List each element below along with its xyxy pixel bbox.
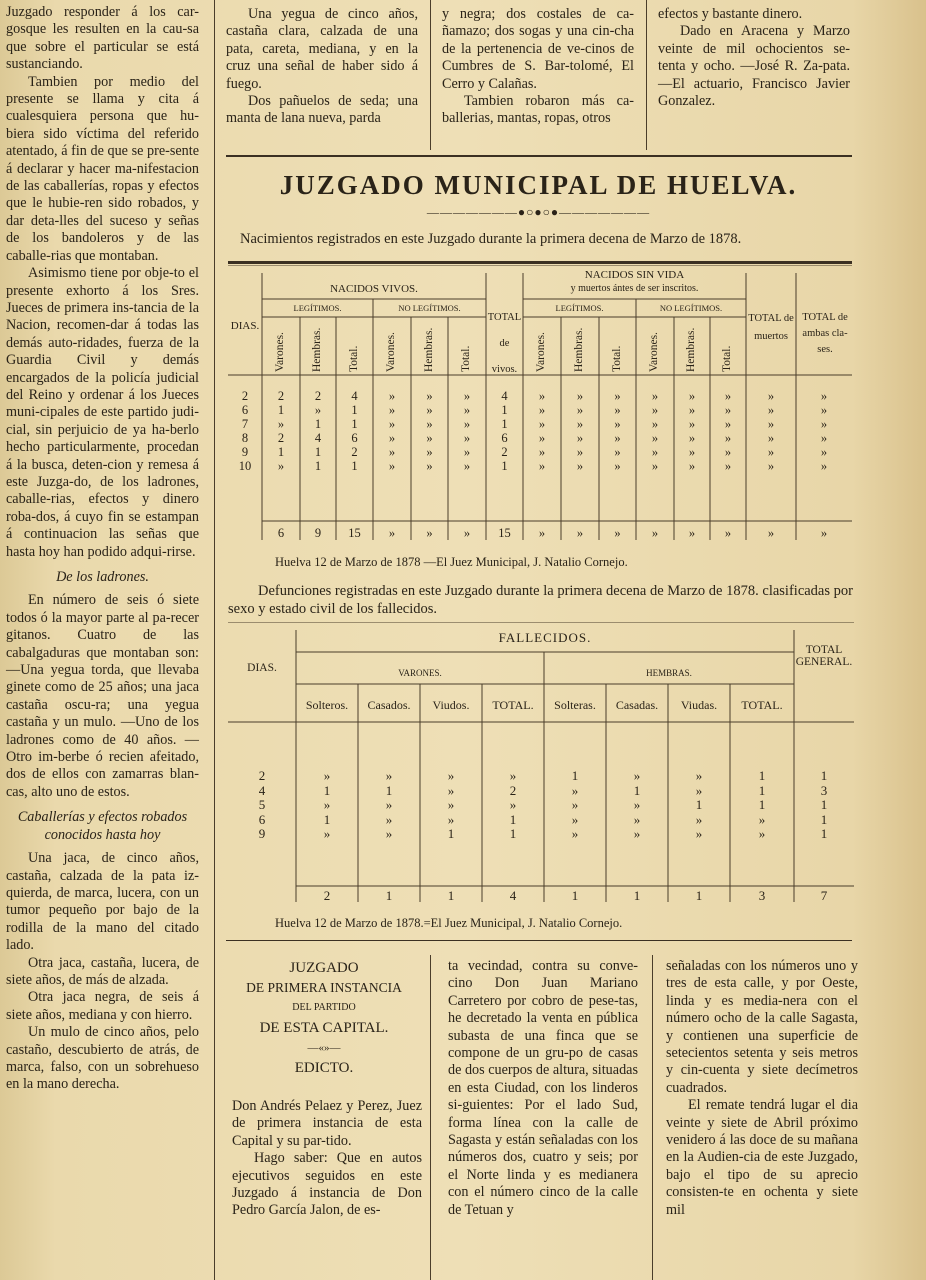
table-cell: » bbox=[767, 431, 775, 445]
table-cell: » bbox=[820, 389, 828, 403]
table-cell: 6 bbox=[258, 811, 266, 827]
col-subheader: Hembras. bbox=[311, 327, 323, 372]
edicto-title-line: DE ESTA CAPITAL. bbox=[259, 1020, 389, 1036]
table-cell: » bbox=[426, 459, 433, 473]
col-subheader: Total. bbox=[610, 345, 623, 372]
total-cell: » bbox=[538, 526, 546, 540]
deaths-signature: Huelva 12 de Marzo de 1878.=El Juez Municipal, J. Natalio Cornejo. bbox=[275, 916, 623, 930]
section-rule bbox=[226, 155, 852, 157]
col-subheader: Varones. bbox=[648, 332, 660, 372]
paragraph: efectos y bastante dinero. bbox=[658, 6, 803, 22]
paragraph: En número de seis ó siete todos ó la mayor parte al pa-recer gitanos. Cuatro de las cabalgaduras que montaban son: —Una yegua torda, que llevaba ginete como de 25 años; una jaca castaña oscu-ra; una yegua castaña y un mulo. —Uno de los ladrones como de 40 años. —Otro im-berbe ó recien afeitado, dos de ellos con zamarras blan-cas, alto uno de estos. bbox=[6, 592, 199, 800]
table-cell: 1 bbox=[501, 403, 508, 417]
paragraph: Hago saber: Que en autos ejecutivos seguidos en este Juzgado á instancia de Don Pedro García Jalon, de es- bbox=[232, 1150, 422, 1219]
table-cell: » bbox=[538, 403, 546, 417]
table-cell: » bbox=[388, 403, 396, 417]
table-cell: 3 bbox=[820, 782, 828, 798]
table-cell: » bbox=[576, 431, 584, 445]
col-header-total-muertos: TOTAL de muertos bbox=[748, 313, 794, 342]
column-divider bbox=[214, 0, 215, 1280]
table-cell: » bbox=[571, 811, 579, 827]
table-cell: 1 bbox=[509, 826, 517, 841]
table-cell: » bbox=[614, 389, 621, 403]
ornament-divider: ———————●○●○●——————— bbox=[426, 205, 651, 219]
table-cell: » bbox=[426, 389, 433, 403]
table-cell: 1 bbox=[758, 768, 766, 783]
paragraph: Tambien robaron más ca-ballerias, mantas, ropas, otros bbox=[442, 93, 634, 127]
paragraph: Don Andrés Pelaez y Perez, Juez de primera instancia de esta Capital y su par-tido. bbox=[232, 1098, 422, 1149]
table-cell: 1 bbox=[571, 768, 579, 783]
col-header-total-vivos: TOTAL de vivos. bbox=[487, 312, 522, 375]
col-subheader: Hembras. bbox=[573, 327, 585, 372]
total-cell: » bbox=[388, 526, 396, 540]
table-cell: » bbox=[724, 431, 732, 445]
col-subheader: Solteros. bbox=[305, 698, 349, 712]
total-cell: 2 bbox=[323, 888, 331, 903]
table-cell: 2 bbox=[241, 389, 249, 403]
table-cell: » bbox=[724, 417, 732, 431]
table-cell: » bbox=[651, 459, 659, 473]
table-cell: » bbox=[688, 445, 696, 459]
table-cell: » bbox=[724, 459, 732, 473]
total-cell: 9 bbox=[314, 526, 322, 540]
table-cell: » bbox=[447, 782, 455, 798]
table-cell: » bbox=[447, 811, 455, 827]
table-cell: » bbox=[509, 797, 517, 812]
paragraph: señaladas con los números uno y tres de esta calle, y por Oeste, linda y es media-nera con el número ocho de la calle Sagasta, y contienen una superficie de setecientos setenta y seis metros y cin-cuenta y siete decímetros cuadrados. bbox=[666, 958, 858, 1096]
table-cell: » bbox=[695, 811, 703, 827]
col-header-no-legitimos: NO LEGÍTIMOS. bbox=[398, 303, 461, 313]
table-cell: 1 bbox=[385, 782, 393, 798]
table-cell: 1 bbox=[323, 782, 331, 798]
table-cell: » bbox=[688, 389, 696, 403]
table-cell: 1 bbox=[277, 445, 285, 459]
table-cell: 1 bbox=[323, 811, 331, 827]
col-subheader: Hembras. bbox=[422, 327, 435, 372]
edicto-title-line: DE PRIMERA INSTANCIA bbox=[246, 980, 402, 995]
total-cell: 4 bbox=[509, 888, 517, 903]
table-cell: » bbox=[614, 403, 621, 417]
table-cell: » bbox=[688, 417, 696, 431]
table-cell: » bbox=[463, 431, 471, 445]
edicto-column-1 bbox=[232, 1098, 422, 1220]
table-cell: » bbox=[820, 417, 828, 431]
paragraph: Tambien por medio del presente se llama y cita á cualesquiera persona que hu-biera sido víctima del referido atentado, á fin de que se pre-sente á declarar y hacer ma-nifestacion de las caballerías, ropas y efectos que le hubie-ren sido robados, y dar deta-lles del suceso y señas de los bandoleros y de las caballe-rias que montaban. bbox=[6, 73, 199, 264]
total-cell: 1 bbox=[385, 888, 393, 903]
subheading: Caballerías y efectos robados conocidos hasta hoy bbox=[17, 809, 188, 843]
table-cell: » bbox=[767, 403, 775, 417]
total-cell: 1 bbox=[571, 888, 579, 903]
table-cell: 1 bbox=[501, 459, 508, 473]
table-cell: 6 bbox=[241, 403, 249, 417]
table-cell: » bbox=[820, 445, 828, 459]
table-cell: 1 bbox=[758, 782, 766, 798]
table-cell: » bbox=[758, 826, 766, 841]
column-divider bbox=[430, 0, 431, 150]
table-cell: » bbox=[538, 431, 546, 445]
table-cell: 7 bbox=[241, 417, 249, 431]
table-cell: » bbox=[385, 826, 393, 841]
total-cell: » bbox=[426, 526, 433, 540]
total-cell: » bbox=[820, 526, 828, 540]
table-cell: » bbox=[688, 403, 696, 417]
paragraph: y negra; dos costales de ca-ñamazo; dos sogas y una cin-cha de la pertenencia de ve-cinos de Cumbres de S. Bar-tolomé, El Cerro y Calañas. bbox=[442, 6, 634, 92]
total-cell: 3 bbox=[758, 888, 766, 903]
table-cell: » bbox=[463, 403, 471, 417]
col-subheader: Total. bbox=[721, 345, 733, 372]
table-cell: » bbox=[576, 389, 584, 403]
table-cell: » bbox=[538, 417, 546, 431]
table-cell: » bbox=[538, 445, 546, 459]
table-cell: » bbox=[724, 389, 732, 403]
col-header-total-ambas: TOTAL de ambas cla-ses. bbox=[802, 312, 848, 355]
table-cell: » bbox=[651, 389, 659, 403]
table-cell: » bbox=[463, 459, 471, 473]
col-subheader: Casadas. bbox=[615, 698, 659, 712]
col-subheader: Varones. bbox=[274, 332, 286, 372]
table-cell: 4 bbox=[501, 389, 508, 403]
total-cell: » bbox=[724, 526, 732, 540]
table-cell: 1 bbox=[501, 417, 508, 431]
total-cell: 15 bbox=[498, 526, 511, 540]
table-cell: » bbox=[426, 417, 433, 431]
table-cell: » bbox=[614, 417, 621, 431]
paragraph: El remate tendrá lugar el dia veinte y siete de Abril próximo venidero á las doce de su mañana en la Audien-cia de este Juzgado, bajo el tipo de su aprecio consisten-te en ochenta y siete mil bbox=[666, 1097, 858, 1218]
table-cell: » bbox=[426, 445, 433, 459]
table-cell: 2 bbox=[277, 431, 285, 445]
table-cell: 1 bbox=[509, 811, 517, 827]
col-header-vivos: NACIDOS VIVOS. bbox=[330, 283, 418, 295]
table-cell: 2 bbox=[314, 389, 322, 403]
table-cell: 4 bbox=[258, 782, 266, 798]
column-divider bbox=[430, 955, 431, 1280]
col-header-dias: DIAS. bbox=[230, 320, 260, 332]
table-cell: 1 bbox=[820, 826, 828, 841]
col-subheader: Casados. bbox=[367, 698, 411, 712]
births-signature: Huelva 12 de Marzo de 1878 —El Juez Municipal, J. Natalio Cornejo. bbox=[275, 555, 628, 569]
table-cell: » bbox=[767, 459, 775, 473]
table-cell: » bbox=[426, 403, 433, 417]
table-cell: 10 bbox=[238, 459, 252, 473]
table-cell: » bbox=[767, 417, 775, 431]
total-cell: 6 bbox=[277, 526, 285, 540]
table-cell: » bbox=[820, 431, 828, 445]
table-cell: » bbox=[571, 782, 579, 798]
table-cell: » bbox=[695, 768, 703, 783]
table-cell: » bbox=[447, 768, 455, 783]
table-cell: » bbox=[571, 826, 579, 841]
column-divider bbox=[652, 955, 653, 1280]
paragraph: Dado en Aracena y Marzo veinte de mil ochocientos se-tenta y ocho. —José R. Za-pata. —El actuario, Francisco Javier Gonzalez. bbox=[658, 23, 850, 110]
total-cell: » bbox=[614, 526, 621, 540]
table-cell: » bbox=[463, 389, 471, 403]
table-cell: 1 bbox=[820, 768, 828, 783]
col-header-total-general: TOTAL GENERAL. bbox=[795, 644, 853, 668]
total-cell: » bbox=[651, 526, 659, 540]
table-cell: » bbox=[388, 445, 396, 459]
col-header-sin-vida-sub: y muertos ántes de ser inscritos. bbox=[570, 283, 699, 294]
table-cell: » bbox=[426, 431, 433, 445]
total-cell: » bbox=[576, 526, 584, 540]
table-cell: » bbox=[576, 445, 584, 459]
table-cell: » bbox=[767, 445, 775, 459]
total-cell: 15 bbox=[348, 526, 361, 540]
table-cell: » bbox=[651, 445, 659, 459]
table-cell: » bbox=[614, 445, 621, 459]
edicto-ornament: —«»— bbox=[307, 1042, 341, 1054]
table-cell: 2 bbox=[509, 782, 517, 798]
table-cell: 1 bbox=[447, 826, 455, 841]
table-cell: » bbox=[571, 797, 579, 812]
column-top-4 bbox=[658, 6, 850, 110]
table-cell: 1 bbox=[633, 782, 641, 798]
table-cell: 9 bbox=[258, 826, 266, 841]
table-cell: » bbox=[388, 417, 396, 431]
table-cell: » bbox=[388, 431, 396, 445]
table-cell: » bbox=[724, 445, 732, 459]
total-cell: 1 bbox=[695, 888, 703, 903]
table-cell: » bbox=[820, 403, 828, 417]
table-cell: 9 bbox=[241, 445, 249, 459]
total-cell: 1 bbox=[447, 888, 455, 903]
col-header-sin-vida: NACIDOS SIN VIDA bbox=[584, 269, 685, 281]
table-cell: » bbox=[388, 459, 396, 473]
table-cell: » bbox=[314, 403, 322, 417]
col-header-legitimos: LEGÍTIMOS. bbox=[555, 303, 604, 313]
table-cell: » bbox=[463, 417, 471, 431]
total-cell: 7 bbox=[820, 888, 828, 903]
table-cell: » bbox=[277, 417, 285, 431]
total-cell: » bbox=[767, 526, 775, 540]
col-header-varones: VARONES. bbox=[398, 668, 442, 678]
paragraph: Asimismo tiene por obje-to el presente exhorto á los Sres. Jueces de primera ins-tancia de la Nacion, recomen-dar á todas las demás auto-ridades, fuerza de la Guardia Civil y demás encargados de la policía judicial del Reino y ordenar á los Jueces muni-cipales de este partido judi-cial, sin perjuicio de ya ha-berlo hecho particularmente, procedan á la busca, deten-cion y remesa á este Juzga-do, de los ladrones, caballe-rias, efectos y dinero roba-dos, á cuyo fin se estampan á continuacion las señas que hasta hoy han podido adqui-rirse. bbox=[6, 265, 199, 560]
subheading: De los ladrones. bbox=[56, 569, 149, 585]
table-cell: » bbox=[576, 459, 584, 473]
col-subheader: Total. bbox=[347, 345, 360, 372]
page-title: JUZGADO MUNICIPAL DE HUELVA. bbox=[279, 170, 798, 200]
table-cell: » bbox=[633, 826, 641, 841]
table-cell: » bbox=[688, 431, 696, 445]
col-header-hembras: HEMBRAS. bbox=[646, 668, 692, 678]
table-rule bbox=[228, 261, 852, 264]
table-cell: » bbox=[633, 811, 641, 827]
edicto-column-2 bbox=[448, 958, 638, 1219]
table-cell: » bbox=[538, 459, 546, 473]
table-cell: » bbox=[277, 459, 285, 473]
table-cell: » bbox=[576, 417, 584, 431]
col-subheader: Hembras. bbox=[685, 327, 697, 372]
table-cell: 8 bbox=[241, 431, 249, 445]
column-divider bbox=[646, 0, 647, 150]
table-cell: 1 bbox=[314, 445, 322, 459]
table-cell: 6 bbox=[501, 431, 508, 445]
col-subheader: Viudos. bbox=[432, 698, 470, 712]
col-subheader: Varones. bbox=[535, 332, 547, 372]
table-cell: 2 bbox=[277, 389, 285, 403]
total-cell: » bbox=[688, 526, 696, 540]
col-header-legitimos: LEGÍTIMOS. bbox=[293, 303, 342, 313]
total-cell: » bbox=[463, 526, 471, 540]
table-cell: » bbox=[651, 417, 659, 431]
table-cell: » bbox=[820, 459, 828, 473]
table-cell: » bbox=[633, 797, 641, 812]
table-cell: » bbox=[614, 459, 621, 473]
col-subheader: Total. bbox=[460, 345, 472, 372]
column-top-2 bbox=[226, 6, 418, 128]
table-cell: » bbox=[688, 459, 696, 473]
paragraph: Una jaca, de cinco años, castaña, calzada de la pata iz-quierda, de marca, lucera, con un tumor pequeño por bajo de la rodilla de la mano del citado lado. bbox=[6, 850, 199, 954]
table-cell: » bbox=[576, 403, 584, 417]
table-cell: 5 bbox=[258, 797, 266, 812]
table-cell: 1 bbox=[820, 797, 828, 812]
col-subheader: Varones. bbox=[385, 332, 397, 372]
deaths-table-text bbox=[228, 622, 854, 907]
table-cell: » bbox=[651, 403, 659, 417]
col-subheader: Viudas. bbox=[680, 698, 718, 712]
table-cell: 1 bbox=[351, 459, 358, 473]
table-cell: 1 bbox=[351, 403, 358, 417]
paragraph: Dos pañuelos de seda; una manta de lana nueva, parda bbox=[226, 93, 418, 127]
paragraph: Un mulo de cinco años, pelo castaño, descubierto de atrás, de marca, falso, con un sobrehueso en la mano derecha. bbox=[6, 1024, 199, 1093]
col-header-no-legitimos: NO LEGÍTIMOS. bbox=[659, 303, 723, 313]
table-cell: » bbox=[385, 797, 393, 812]
table-cell: 1 bbox=[314, 459, 322, 473]
col-subheader: TOTAL. bbox=[492, 698, 534, 712]
paragraph: Juzgado responder á los car-gosque les resulten en la cau-sa que sobre el particular se está sustanciando. bbox=[6, 4, 199, 73]
edicto-title-line: DEL PARTIDO bbox=[292, 1002, 356, 1013]
table-cell: » bbox=[509, 768, 517, 783]
col-subheader: Solteras. bbox=[554, 698, 596, 712]
paragraph: Otra jaca, castaña, lucera, de siete años, de más de alzada. bbox=[6, 954, 199, 988]
table-cell: » bbox=[651, 431, 659, 445]
table-cell: » bbox=[538, 389, 546, 403]
table-cell: 1 bbox=[820, 811, 828, 827]
table-cell: » bbox=[463, 445, 471, 459]
table-cell: 2 bbox=[501, 445, 508, 459]
births-caption: Nacimientos registrados en este Juzgado durante la primera decena de Marzo de 1878. bbox=[240, 231, 742, 247]
edicto-column-3 bbox=[666, 958, 858, 1219]
table-cell: » bbox=[695, 782, 703, 798]
table-cell: » bbox=[758, 811, 766, 827]
table-cell: » bbox=[695, 826, 703, 841]
table-cell: » bbox=[447, 797, 455, 812]
table-cell: 1 bbox=[695, 797, 703, 812]
table-cell: 1 bbox=[314, 417, 322, 431]
table-cell: 4 bbox=[314, 431, 322, 445]
table-cell: » bbox=[633, 768, 641, 783]
section-rule bbox=[226, 940, 852, 941]
table-cell: 1 bbox=[277, 403, 285, 417]
column-left bbox=[6, 4, 199, 1094]
table-cell: 2 bbox=[258, 768, 266, 783]
column-top-3 bbox=[442, 6, 634, 128]
table-cell: » bbox=[323, 797, 331, 812]
births-table-text bbox=[228, 265, 852, 547]
col-header-fallecidos: FALLECIDOS. bbox=[498, 630, 592, 645]
total-cell: 1 bbox=[633, 888, 641, 903]
deaths-caption: Defunciones registradas en este Juzgado durante la primera decena de Marzo de 1878. clasificadas por sexo y estado civil de los fallecidos. bbox=[228, 583, 853, 617]
edicto-title-line: JUZGADO bbox=[289, 960, 359, 976]
table-cell: » bbox=[388, 389, 396, 403]
edicto-heading: EDICTO. bbox=[294, 1060, 354, 1076]
table-cell: 2 bbox=[351, 445, 358, 459]
table-cell: » bbox=[614, 431, 621, 445]
table-cell: » bbox=[385, 811, 393, 827]
paragraph: ta vecindad, contra su conve-cino Don Juan Mariano Carretero por cobro de pese-tas, he decretado la venta en pública subasta de una finca que se compone de un gru-po de casas de dos cuerpos de altura, situadas en esta Ciudad, con los linderos si-guientes: Por el lado Sud, forma línea con la calle de Sagasta y están señaladas con los números dos, cuatro y seis; por el Norte linda y es medianera con el número cinco de la calle de Tetuan y bbox=[448, 958, 638, 1218]
table-cell: 6 bbox=[351, 431, 358, 445]
col-header-dias: DIAS. bbox=[247, 662, 277, 674]
table-cell: » bbox=[724, 403, 732, 417]
table-cell: » bbox=[385, 768, 393, 783]
table-cell: 1 bbox=[351, 417, 358, 431]
table-cell: 4 bbox=[351, 389, 358, 403]
col-subheader: TOTAL. bbox=[741, 698, 783, 712]
table-cell: 1 bbox=[758, 797, 766, 812]
table-cell: » bbox=[767, 389, 775, 403]
paragraph: Otra jaca negra, de seis á siete años, mediana y con hierro. bbox=[6, 989, 199, 1023]
edicto-header bbox=[226, 958, 422, 1078]
paragraph: Una yegua de cinco años, castaña clara, calzada de una pata, careta, mediana, y en la cruz una señal de haber sido á fuego. bbox=[226, 6, 418, 92]
table-cell: » bbox=[323, 768, 331, 783]
table-cell: » bbox=[323, 826, 331, 841]
